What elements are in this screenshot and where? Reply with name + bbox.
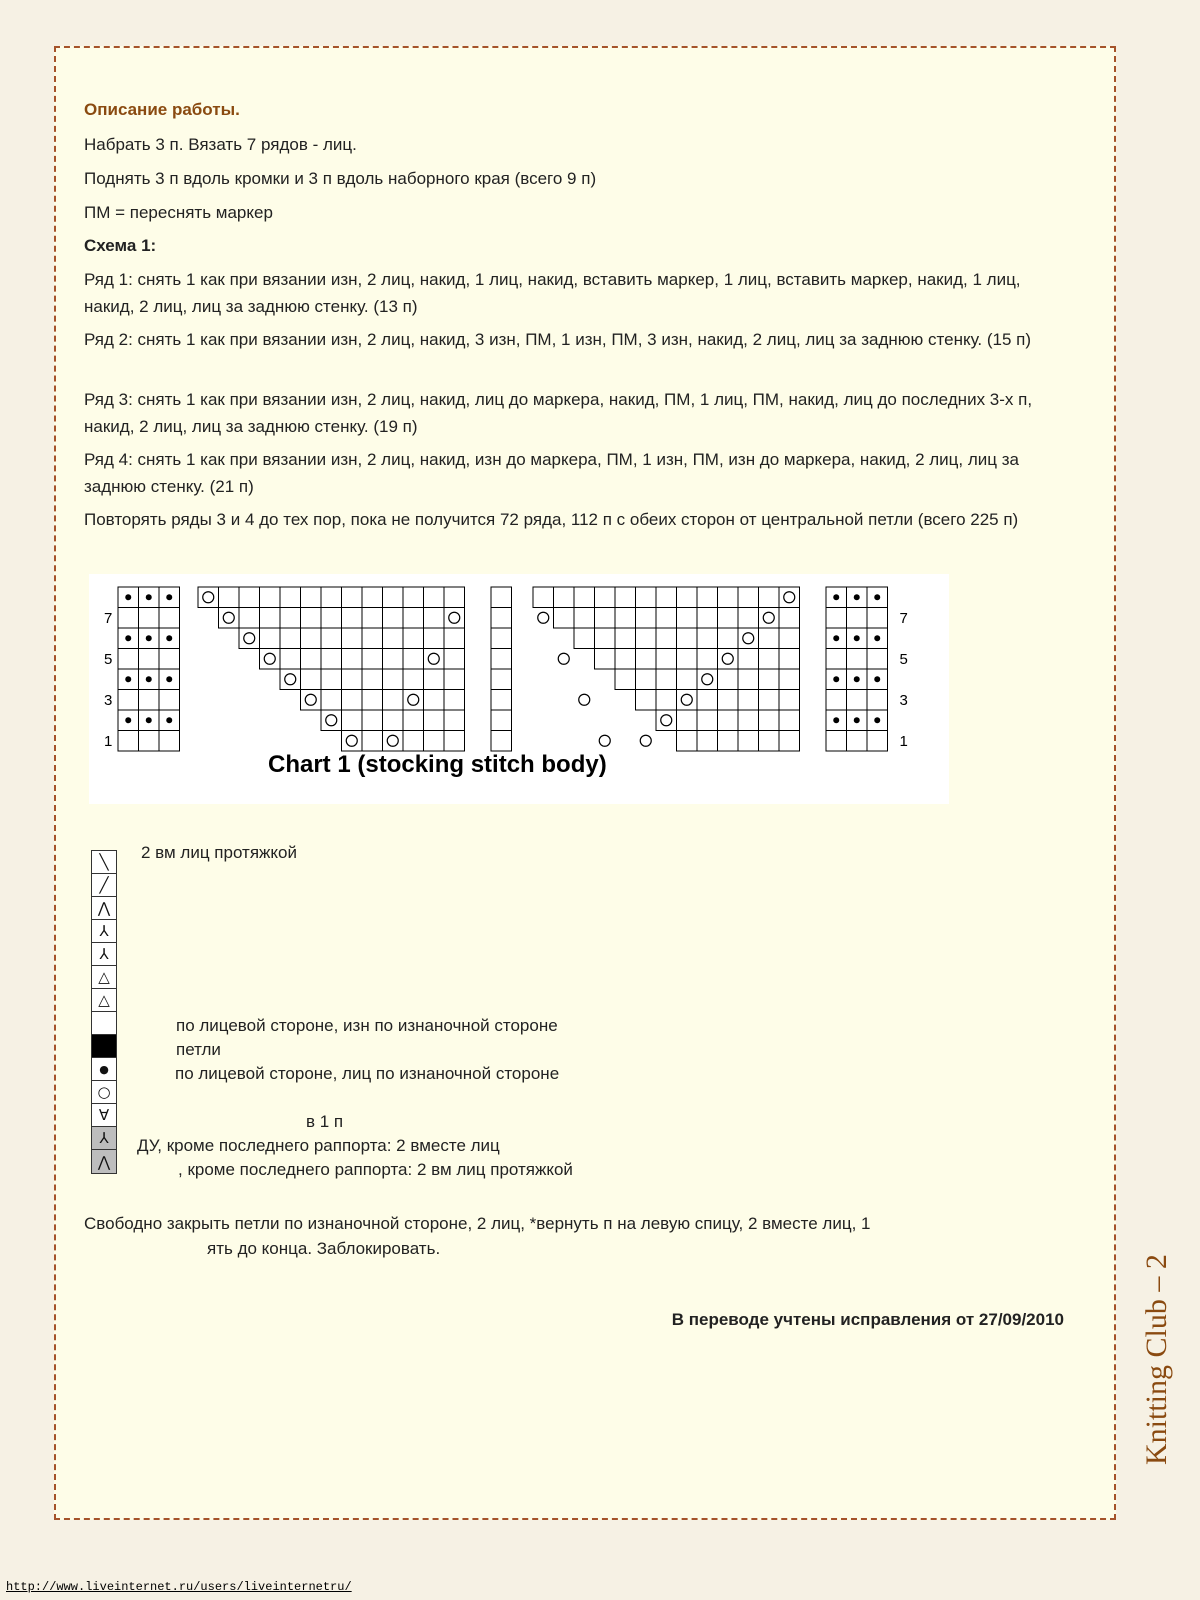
chart-cell-right-edge (826, 608, 847, 629)
chart-cell-right-triangle (615, 608, 636, 629)
chart-cell-left-edge (139, 649, 160, 670)
chart-cell-right-triangle (656, 649, 677, 670)
chart-cell-centre (491, 690, 512, 711)
chart-cell-right-triangle (636, 628, 657, 649)
legend-symbol-dec-k2tog-shaded: ⅄ (92, 1127, 116, 1150)
legend-symbol-inc: ∀ (92, 1104, 116, 1127)
chart-purl-dot (854, 717, 860, 723)
chart-row-number-right: 5 (899, 650, 908, 668)
paragraph-scheme-heading: Схема 1: (84, 236, 157, 255)
chart-cell-centre (491, 628, 512, 649)
chart-cell-left-triangle (424, 731, 445, 752)
legend-text-purl-rs: по лицевой стороне, изн по изнаночной стороне (176, 1016, 558, 1035)
chart-cell-right-triangle (656, 690, 677, 711)
closing-line-1: Свободно закрыть петли по изнаночной стороне, 2 лиц, *вернуть п на левую спицу, 2 вместе лиц, 1 (84, 1214, 871, 1233)
chart-cell-left-triangle (321, 690, 342, 711)
chart-cell-right-triangle (697, 649, 718, 670)
chart-cell-left-triangle (301, 649, 322, 670)
paragraph-row-2: Ряд 2: снять 1 как при вязании изн, 2 лиц, накид, 3 изн, ПМ, 1 изн, ПМ, 3 изн, накид, 2 лиц, лиц за заднюю стенку. (15 п) (84, 330, 1031, 349)
legend-symbol-k2tog: ╱ (92, 874, 116, 897)
chart-cell-left-triangle (321, 608, 342, 629)
chart-cell-left-triangle (239, 608, 260, 629)
chart-cell-centre (491, 587, 512, 608)
chart-cell-right-triangle (615, 669, 636, 690)
chart-cell-right-triangle (718, 608, 739, 629)
chart-purl-dot (833, 717, 839, 723)
chart-cell-left-triangle (321, 587, 342, 608)
chart-cell-left-triangle (424, 649, 445, 670)
chart-cell-left-triangle (424, 628, 445, 649)
chart-cell-left-triangle (301, 587, 322, 608)
chart-cell-left-edge (118, 649, 139, 670)
chart-cell-left-triangle (424, 669, 445, 690)
chart-cell-left-triangle (362, 587, 383, 608)
chart-cell-right-triangle (759, 649, 780, 670)
chart-cell-right-triangle (697, 628, 718, 649)
chart-cell-right-triangle (677, 731, 698, 752)
chart-cell-left-edge (139, 731, 160, 752)
chart-purl-dot (854, 594, 860, 600)
chart-cell-right-triangle (779, 608, 800, 629)
chart-cell-left-triangle (362, 690, 383, 711)
legend-symbol-knit-dot: ● (92, 1058, 116, 1081)
chart-cell-left-triangle (321, 649, 342, 670)
chart-cell-right-triangle (697, 669, 718, 690)
chart-purl-dot (854, 676, 860, 682)
chart-cell-left-triangle (424, 690, 445, 711)
chart-cell-left-triangle (424, 710, 445, 731)
legend-text-inc: в 1 п (306, 1112, 344, 1131)
chart-cell-left-triangle (403, 608, 424, 629)
chart-cell-right-edge (847, 690, 868, 711)
paragraph-row-4: Ряд 4: снять 1 как при вязании изн, 2 лиц, накид, изн до маркера, ПМ, 1 изн, ПМ, изн до маркера, накид, 2 лиц, лиц за заднюю стенку. (21 п) (84, 450, 1019, 496)
chart-cell-left-triangle (321, 710, 342, 731)
chart-yarn-over (640, 735, 651, 746)
chart-cell-right-triangle (759, 628, 780, 649)
chart-cell-right-triangle (738, 731, 759, 752)
chart-cell-right-edge (826, 731, 847, 752)
chart-cell-right-triangle (574, 628, 595, 649)
chart-cell-centre (491, 731, 512, 752)
chart-purl-dot (166, 717, 172, 723)
chart-purl-dot (146, 635, 152, 641)
chart-cell-right-triangle (779, 669, 800, 690)
chart-cell-left-triangle (444, 608, 465, 629)
chart-cell-right-triangle (718, 649, 739, 670)
chart-cell-left-triangle (239, 628, 260, 649)
chart-cell-left-triangle (362, 731, 383, 752)
chart-cell-right-edge (847, 731, 868, 752)
chart-cell-left-triangle (239, 587, 260, 608)
chart-cell-right-triangle (656, 608, 677, 629)
chart-cell-right-triangle (595, 628, 616, 649)
chart-cell-right-triangle (718, 587, 739, 608)
chart-yarn-over (599, 735, 610, 746)
chart-cell-left-triangle (403, 690, 424, 711)
chart-cell-centre (491, 649, 512, 670)
legend-symbol-dec-right: ⅄ (92, 920, 116, 943)
corrections-note: В переводе учтены исправления от 27/09/2010 (671, 1310, 1064, 1329)
chart-cell-left-edge (118, 608, 139, 629)
chart-cell-left-triangle (383, 628, 404, 649)
chart-cell-left-triangle (362, 669, 383, 690)
chart-cell-left-edge (118, 690, 139, 711)
chart-purl-dot (854, 635, 860, 641)
chart-cell-centre (491, 608, 512, 629)
chart-cell-left-triangle (383, 649, 404, 670)
chart-cell-right-triangle (738, 649, 759, 670)
chart-purl-dot (166, 594, 172, 600)
legend-text-knit-rs: по лицевой стороне, лиц по изнаночной стороне (175, 1064, 560, 1083)
chart-cell-right-triangle (656, 587, 677, 608)
paragraph-pick-up: Поднять 3 п вдоль кромки и 3 п вдоль наборного края (всего 9 п) (84, 169, 597, 188)
paragraph-row-3: Ряд 3: снять 1 как при вязании изн, 2 лиц, накид, лиц до маркера, накид, ПМ, 1 лиц, ПМ, накид, лиц до последних 3-х п, накид, 2 лиц, лиц за заднюю стенку. (19 п) (84, 390, 1033, 436)
chart-cell-right-triangle (636, 608, 657, 629)
chart-cell-right-triangle (697, 690, 718, 711)
chart-purl-dot (146, 717, 152, 723)
chart-cell-left-triangle (362, 710, 383, 731)
chart-cell-left-triangle (342, 608, 363, 629)
chart-cell-left-triangle (321, 669, 342, 690)
chart-cell-right-triangle (779, 649, 800, 670)
chart-cell-right-triangle (718, 710, 739, 731)
chart-yarn-over (579, 694, 590, 705)
chart-cell-left-triangle (362, 608, 383, 629)
chart-cell-right-triangle (595, 608, 616, 629)
chart-cell-left-triangle (424, 587, 445, 608)
chart-cell-centre (491, 669, 512, 690)
chart-cell-right-triangle (636, 669, 657, 690)
chart-cell-left-triangle (342, 731, 363, 752)
chart-cell-centre (491, 710, 512, 731)
chart-cell-right-triangle (574, 587, 595, 608)
chart-cell-right-triangle (759, 710, 780, 731)
chart-cell-left-triangle (444, 690, 465, 711)
chart-purl-dot (833, 676, 839, 682)
chart-cell-left-edge (159, 649, 180, 670)
chart-cell-right-edge (867, 690, 888, 711)
chart-cell-left-triangle (444, 731, 465, 752)
chart-cell-right-triangle (738, 628, 759, 649)
chart-cell-right-triangle (677, 587, 698, 608)
chart-cell-left-triangle (342, 710, 363, 731)
chart-cell-right-triangle (656, 669, 677, 690)
chart-cell-right-triangle (697, 608, 718, 629)
chart-cell-right-triangle (677, 710, 698, 731)
chart-cell-right-triangle (718, 669, 739, 690)
chart-cell-right-triangle (779, 731, 800, 752)
chart-cell-left-triangle (444, 669, 465, 690)
chart-cell-right-triangle (779, 628, 800, 649)
chart-purl-dot (166, 676, 172, 682)
chart-purl-dot (166, 635, 172, 641)
chart-cell-left-triangle (383, 731, 404, 752)
chart-cell-right-triangle (636, 587, 657, 608)
chart-cell-right-triangle (738, 587, 759, 608)
chart-cell-right-triangle (738, 710, 759, 731)
chart-cell-left-triangle (383, 608, 404, 629)
chart-purl-dot (833, 635, 839, 641)
chart-cell-right-triangle (718, 731, 739, 752)
chart-cell-left-triangle (444, 587, 465, 608)
chart-cell-left-triangle (342, 669, 363, 690)
chart-cell-right-edge (867, 608, 888, 629)
chart-cell-left-triangle (260, 649, 281, 670)
chart-cell-right-edge (826, 690, 847, 711)
chart-cell-left-triangle (301, 628, 322, 649)
chart-cell-left-triangle (362, 628, 383, 649)
chart-cell-left-triangle (280, 628, 301, 649)
chart-cell-right-edge (826, 649, 847, 670)
chart-cell-left-triangle (280, 587, 301, 608)
chart-purl-dot (874, 635, 880, 641)
chart-purl-dot (125, 594, 131, 600)
chart-cell-right-triangle (779, 587, 800, 608)
chart-cell-right-triangle (738, 669, 759, 690)
chart-cell-left-edge (139, 608, 160, 629)
side-label: Knitting Club – 2 (1140, 1254, 1173, 1465)
chart-caption: Chart 1 (stocking stitch body) (268, 751, 607, 778)
chart-cell-left-triangle (383, 669, 404, 690)
chart-cell-left-triangle (198, 587, 219, 608)
chart-cell-right-triangle (759, 587, 780, 608)
legend-symbol-dec-tri-1: △ (92, 966, 116, 989)
chart-cell-left-edge (118, 731, 139, 752)
chart-cell-left-triangle (403, 587, 424, 608)
chart-cell-right-triangle (574, 608, 595, 629)
knitting-chart (89, 574, 949, 804)
chart-row-number-right: 3 (899, 691, 908, 709)
chart-row-number-left: 7 (104, 609, 113, 627)
chart-cell-left-triangle (219, 587, 240, 608)
chart-cell-left-triangle (444, 649, 465, 670)
chart-cell-left-edge (159, 608, 180, 629)
chart-cell-left-triangle (403, 649, 424, 670)
legend-symbol-dec-ssk-shaded: ⋀ (92, 1150, 116, 1173)
chart-cell-right-triangle (656, 628, 677, 649)
chart-cell-left-triangle (383, 587, 404, 608)
chart-cell-right-triangle (759, 608, 780, 629)
chart-row-number-left: 3 (104, 691, 113, 709)
chart-cell-left-triangle (301, 669, 322, 690)
legend-symbol-sk2p: ⋀ (92, 897, 116, 920)
chart-cell-right-triangle (697, 710, 718, 731)
chart-yarn-over (538, 612, 549, 623)
chart-cell-right-triangle (615, 628, 636, 649)
chart-cell-right-triangle (636, 690, 657, 711)
chart-purl-dot (833, 594, 839, 600)
chart-cell-right-triangle (677, 669, 698, 690)
chart-cell-left-triangle (342, 690, 363, 711)
chart-yarn-over (558, 653, 569, 664)
chart-cell-left-triangle (260, 628, 281, 649)
chart-cell-right-triangle (677, 608, 698, 629)
chart-cell-right-edge (867, 731, 888, 752)
legend-symbol-yarn-over: ○ (92, 1081, 116, 1104)
chart-cell-right-triangle (779, 710, 800, 731)
chart-cell-right-triangle (656, 710, 677, 731)
chart-cell-right-edge (847, 608, 868, 629)
paragraph-pm-definition: ПМ = переснять маркер (84, 203, 273, 222)
chart-cell-right-triangle (697, 731, 718, 752)
chart-cell-left-triangle (444, 628, 465, 649)
footer-url[interactable]: http://www.liveinternet.ru/users/liveinternetru/ (6, 1580, 352, 1594)
legend-symbol-ssk: ╲ (92, 851, 116, 874)
chart-cell-right-triangle (718, 628, 739, 649)
paragraph-repeat: Повторять ряды 3 и 4 до тех пор, пока не получится 72 ряда, 112 п с обеих сторон от центральной петли (всего 225 п) (84, 510, 1019, 529)
chart-cell-right-triangle (554, 587, 575, 608)
legend-symbol-dec-tri-2: △ (92, 989, 116, 1012)
chart-purl-dot (146, 676, 152, 682)
chart-cell-left-triangle (403, 669, 424, 690)
chart-purl-dot (125, 717, 131, 723)
chart-cell-left-edge (159, 690, 180, 711)
chart-cell-left-edge (159, 731, 180, 752)
legend-symbol-no-stitch (92, 1035, 116, 1058)
chart-cell-left-triangle (342, 587, 363, 608)
chart-purl-dot (874, 717, 880, 723)
chart-row-number-right: 1 (899, 732, 908, 750)
chart-cell-right-triangle (759, 669, 780, 690)
legend-text-dec-ssk: , кроме последнего раппорта: 2 вм лиц протяжкой (178, 1160, 573, 1179)
chart-purl-dot (125, 635, 131, 641)
chart-cell-right-triangle (554, 608, 575, 629)
chart-cell-right-triangle (718, 690, 739, 711)
chart-cell-right-triangle (779, 690, 800, 711)
chart-row-number-left: 5 (104, 650, 113, 668)
chart-cell-right-edge (867, 649, 888, 670)
chart-cell-left-triangle (342, 649, 363, 670)
legend-text-ssk: 2 вм лиц протяжкой (141, 843, 297, 862)
legend-symbol-dec-left: ⅄ (92, 943, 116, 966)
legend-text-no-stitch: петли (176, 1040, 221, 1059)
chart-cell-left-triangle (444, 710, 465, 731)
chart-cell-right-triangle (759, 731, 780, 752)
chart-cell-left-triangle (403, 710, 424, 731)
chart-cell-left-triangle (403, 628, 424, 649)
legend-text-dec-k2tog: ДУ, кроме последнего раппорта: 2 вместе лиц (137, 1136, 500, 1155)
chart-purl-dot (146, 594, 152, 600)
chart-cell-left-triangle (383, 690, 404, 711)
knitting-chart-panel (89, 574, 949, 804)
chart-cell-left-triangle (301, 690, 322, 711)
chart-cell-right-triangle (677, 649, 698, 670)
closing-line-2: ять до конца. Заблокировать. (207, 1239, 441, 1258)
paragraph-cast-on: Набрать 3 п. Вязать 7 рядов - лиц. (84, 135, 357, 154)
chart-cell-left-edge (139, 690, 160, 711)
chart-cell-right-triangle (636, 649, 657, 670)
chart-cell-right-triangle (615, 587, 636, 608)
chart-cell-left-triangle (362, 649, 383, 670)
chart-cell-left-triangle (342, 628, 363, 649)
chart-purl-dot (125, 676, 131, 682)
paragraph-row-1: Ряд 1: снять 1 как при вязании изн, 2 лиц, накид, 1 лиц, накид, вставить маркер, 1 лиц, вставить маркер, накид, 1 лиц, накид, 2 лиц, лиц за заднюю стенку. (13 п) (84, 270, 1021, 316)
chart-cell-left-triangle (424, 608, 445, 629)
chart-cell-left-triangle (219, 608, 240, 629)
chart-cell-left-triangle (280, 608, 301, 629)
chart-purl-dot (874, 594, 880, 600)
chart-cell-left-triangle (280, 669, 301, 690)
chart-cell-left-triangle (260, 587, 281, 608)
chart-cell-right-triangle (738, 608, 759, 629)
chart-cell-right-triangle (615, 649, 636, 670)
chart-cell-right-triangle (759, 690, 780, 711)
stitch-legend-column (91, 850, 117, 1174)
chart-cell-left-triangle (403, 731, 424, 752)
chart-cell-right-triangle (738, 690, 759, 711)
chart-row-number-left: 1 (104, 732, 113, 750)
chart-cell-right-triangle (677, 628, 698, 649)
chart-cell-right-triangle (595, 649, 616, 670)
chart-cell-right-triangle (697, 587, 718, 608)
chart-cell-right-edge (847, 649, 868, 670)
chart-cell-right-triangle (533, 587, 554, 608)
chart-cell-right-triangle (595, 587, 616, 608)
chart-row-number-right: 7 (899, 609, 908, 627)
chart-cell-left-triangle (321, 628, 342, 649)
chart-cell-left-triangle (260, 608, 281, 629)
chart-cell-left-triangle (301, 608, 322, 629)
section-title: Описание работы. (84, 100, 240, 119)
chart-cell-right-triangle (677, 690, 698, 711)
legend-symbol-blank (92, 1012, 116, 1035)
chart-purl-dot (874, 676, 880, 682)
chart-cell-left-triangle (383, 710, 404, 731)
chart-cell-left-triangle (280, 649, 301, 670)
